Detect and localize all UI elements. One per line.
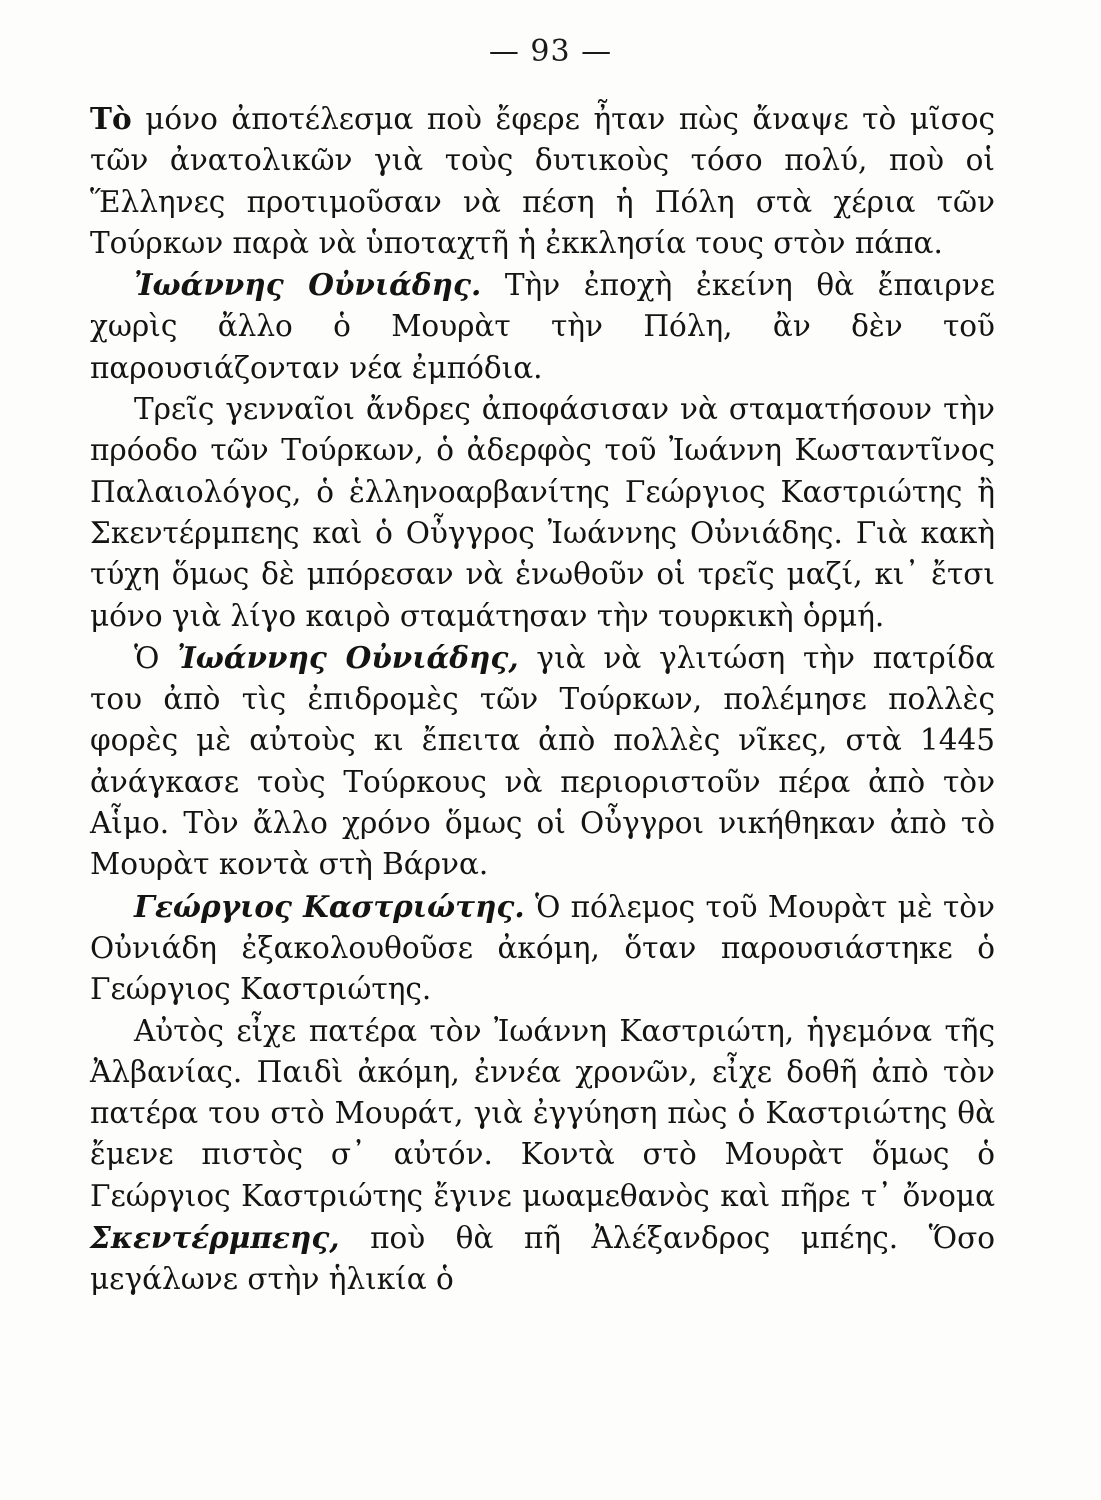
paragraph-prefix: Ὁ: [134, 640, 178, 675]
paragraph-text: Αὐτὸς εἶχε πατέρα τὸν Ἰωάννη Καστριώτη, ἡγεμόνα τῆς Ἀλβανίας. Παιδὶ ἀκόμη, ἐννέα χρονῶν, εἶχε δοθῆ ἀπὸ τὸν πατέρα του στὸ Μουράτ, γιὰ ἐγγύηση πὼς ὁ Καστριώτης θὰ ἔμενε πιστὸς σ᾽ αὐτόν. Κοντὰ στὸ Μουρὰτ ὅμως ὁ Γεώργιος Καστριώτης ἔγινε μωαμεθανὸς καὶ πῆρε τ᾽ ὄνομα: [90, 1013, 995, 1213]
paragraph-6: [90, 1011, 995, 1301]
paragraph-text: Τὴν ἐποχὴ ἐκείνη θὰ ἔπαιρνε χωρὶς ἄλλο ὁ Μουρὰτ τὴν Πόλη, ἂν δὲν τοῦ παρουσιάζονταν νέα ἐμπόδια.: [90, 268, 995, 385]
paragraph-lead-word: Τὸ: [90, 101, 132, 136]
paragraph-1: [90, 98, 995, 264]
paragraph-text: Ὁ πόλεμος τοῦ Μουρὰτ μὲ τὸν Οὐνιάδη ἐξακολουθοῦσε ἀκόμη, ὅταν παρουσιάστηκε ὁ Γεώργιος Καστριώτης.: [90, 889, 995, 1007]
paragraph-text: γιὰ νὰ γλιτώση τὴν πατρίδα του ἀπὸ τὶς ἐπιδρομὲς τῶν Τούρκων, πολέμησε πολλὲς φορὲς μὲ αὐτοὺς κι ἔπειτα ἀπὸ πολλὲς νῖκες, στὰ 1445 ἀνάγκασε τοὺς Τούρκους νὰ περιοριστοῦν πέρα ἀπὸ τὸν Αἷμο. Τὸν ἄλλο χρόνο ὅμως οἱ Οὖγγροι νικήθηκαν ἀπὸ τὸ Μουρὰτ κοντὰ στὴ Βάρνα.: [90, 640, 995, 882]
body-text: [90, 98, 995, 1301]
section-heading-georgios-kastriotis: Γεώργιος Καστριώτης.: [134, 888, 525, 924]
paragraph-text: μόνο ἀποτέλεσμα ποὺ ἔφερε ἦταν πὼς ἄναψε τὸ μῖσος τῶν ἀνατολικῶν γιὰ τοὺς δυτικοὺς τόσο πολύ, ποὺ οἱ Ἕλληνες προτιμοῦσαν νὰ πέση ἡ Πόλη στὰ χέρια τῶν Τούρκων παρὰ νὰ ὑποταχτῆ ἡ ἐκκλησία τους στὸν πάπα.: [90, 102, 995, 260]
paragraph-4: [90, 637, 995, 886]
paragraph-2: [90, 264, 995, 389]
inline-heading-ioannis-ouniadis: Ἰωάννης Οὐνιάδης,: [177, 639, 519, 675]
paragraph-text-end: ποὺ θὰ πῆ Ἀλέξανδρος μπέης. Ὅσο μεγάλωνε στὴν ἡλικία ὁ: [90, 1221, 995, 1297]
paragraph-text: Τρεῖς γενναῖοι ἄνδρες ἀποφάσισαν νὰ σταματήσουν τὴν πρόοδο τῶν Τούρκων, ὁ ἀδερφὸς τοῦ Ἰωάννη Κωσταντῖνος Παλαιολόγος, ὁ ἑλληνοαρβανίτης Γεώργιος Καστριώτης ἢ Σκεντέρμπεης καὶ ὁ Οὖγγρος Ἰωάννης Οὐνιάδης. Γιὰ κακὴ τύχη ὅμως δὲ μπόρεσαν νὰ ἑνωθοῦν οἱ τρεῖς μαζί, κι᾽ ἔτσι μόνο γιὰ λίγο καιρὸ σταμάτησαν τὴν τουρκικὴ ὁρμή.: [90, 392, 995, 633]
paragraph-3: [90, 389, 995, 637]
page-number: — 93 —: [488, 34, 613, 69]
inline-heading-skenterbeis: Σκεντέρμπεης,: [90, 1220, 340, 1256]
paragraph-5: [90, 886, 995, 1011]
section-heading-ioannis-ouniadis: Ἰωάννης Οὐνιάδης.: [134, 267, 482, 303]
